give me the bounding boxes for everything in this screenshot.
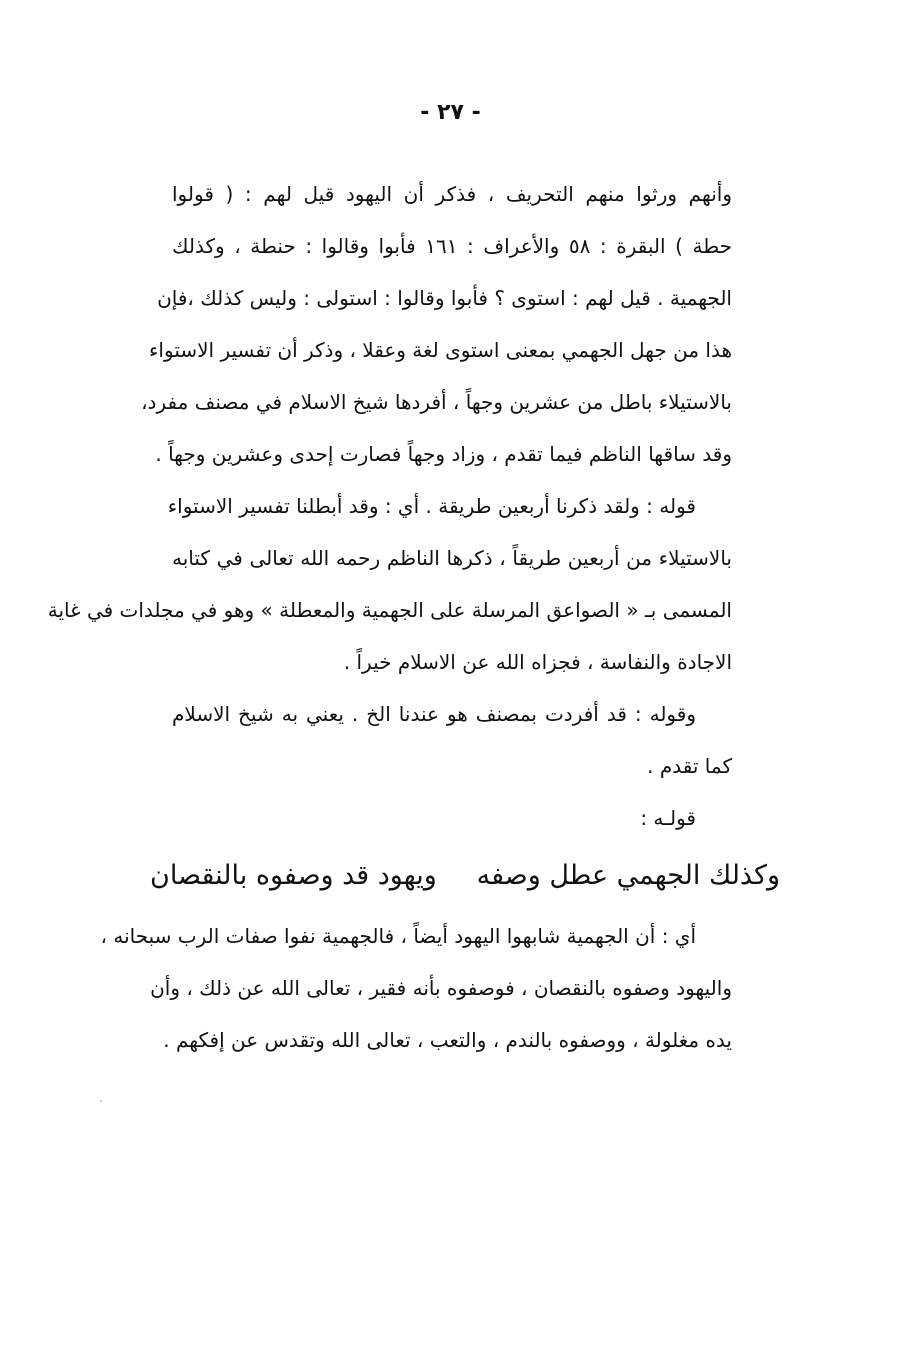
page-number: - ٢٧ - [420,100,481,125]
text-line: الجهمية . قيل لهم : استوى ؟ فأبوا وقالوا : استولى : وليس كذلك ،فإن [157,286,732,310]
text-line: المسمى بـ « الصواعق المرسلة على الجهمية والمعطلة » وهو في مجلدات في غاية [47,598,732,622]
text-line: واليهود وصفوه بالنقصان ، فوصفوه بأنه فقير ، تعالى الله عن ذلك ، وأن [150,976,732,1000]
scan-speck [100,1100,102,1102]
text-line: بالاستيلاء من أربعين طريقاً ، ذكرها الناظم رحمه الله تعالى في كتابه [172,546,732,570]
verse-second-hemistich: ويهود قد وصفوه بالنقصان [150,860,437,891]
text-line: وأنهم ورثوا منهم التحريف ، فذكر أن اليهود قيل لهم : ( قولوا [172,182,732,206]
paragraph-separate-work [172,688,732,844]
text-line: كما تقدم . [647,754,732,778]
paragraph-explanation [100,910,732,1066]
verse-first-hemistich: وكذلك الجهمي عطل وصفه [476,860,780,891]
text-line: قوله : ولقد ذكرنا أربعين طريقة . أي : وقد أبطلنا تفسير الاستواء [167,494,696,518]
text-line: هذا من جهل الجهمي بمعنى استوى لغة وعقلا ، وذكر أن تفسير الاستواء [149,338,732,362]
text-line: بالاستيلاء باطل من عشرين وجهاً ، أفردها شيخ الاسلام في مصنف مفرد، [141,390,732,414]
paragraph-forty-ways [47,480,732,688]
text-line: أي : أن الجهمية شابهوا اليهود أيضاً ، فالجهمية نفوا صفات الرب سبحانه ، [100,924,696,948]
poetry-verse [150,846,780,906]
text-line: الاجادة والنفاسة ، فجزاه الله عن الاسلام خيراً . [343,650,732,674]
text-line: وقد ساقها الناظم فيما تقدم ، وزاد وجهاً فصارت إحدى وعشرين وجهاً . [155,442,732,466]
text-line: حطة ) البقرة : ٥٨ والأعراف : ١٦١ فأبوا وقالوا : حنطة ، وكذلك [172,234,732,258]
text-line: وقوله : قد أفردت بمصنف هو عندنا الخ . يعني به شيخ الاسلام [172,702,696,726]
paragraph-istiwa-tahrif [141,168,732,480]
text-line: قولـه : [640,806,696,830]
text-line: يده مغلولة ، ووصفوه بالندم ، والتعب ، تعالى الله وتقدس عن إفكهم . [163,1028,732,1052]
